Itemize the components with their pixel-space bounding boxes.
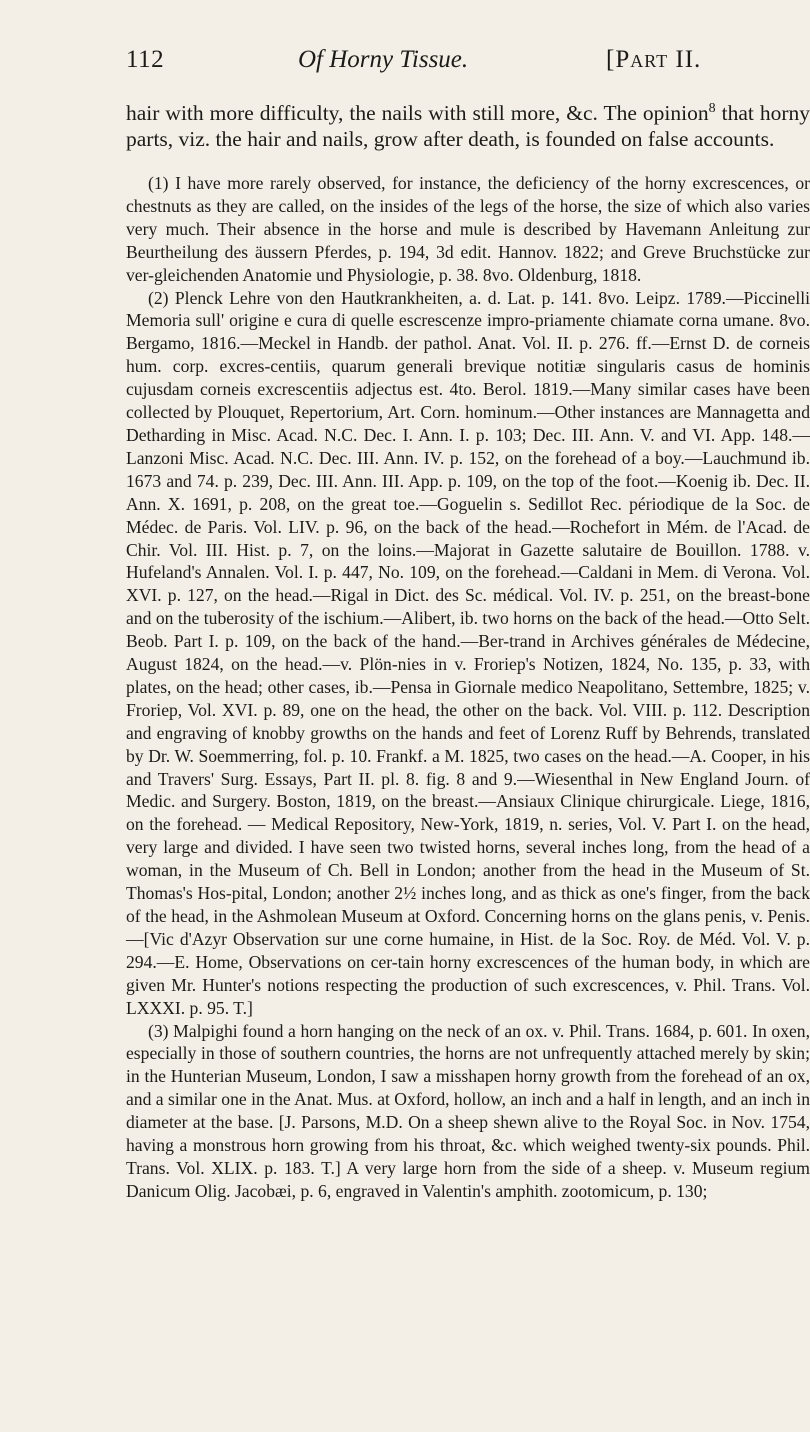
main-text-paragraph (126, 100, 810, 152)
running-title: Of Horny Tissue. (298, 46, 469, 73)
page-number: 112 (126, 46, 165, 73)
main-text-end: that horny parts, viz. the hair and nails, grow after death, is founded on false accounts. (126, 101, 810, 151)
footnote-3: (3) Malpighi found a horn hanging on the neck of an ox. v. Phil. Trans. 1684, p. 601. In oxen, especially in those of southern countries, the horns are not unfrequently attached merely by skin; in the Hunterian Museum, London, I saw a misshapen horny growth from the forehead of an ox, and a similar one in the Anat. Mus. at Oxford, hollow, an inch and a half in length, and an inch in diameter at the base. [J. Parsons, M.D. On a sheep shewn alive to the Royal Soc. in Nov. 1754, having a monstrous horn growing from his throat, &c. which weighed twenty-six pounds. Phil. Trans. Vol. XLIX. p. 183. T.] A very large horn from the side of a sheep. v. Museum regium Danicum Olig. Jacobæi, p. 6, engraved in Valentin's amphith. zootomicum, p. 130; (126, 1020, 810, 1201)
footnote-reference: 8 (708, 100, 716, 116)
part-label: [Part II. (606, 46, 702, 73)
footnote-2: (2) Plenck Lehre von den Hautkrankheiten, a. d. Lat. p. 141. 8vo. Leipz. 1789.—Piccinelli Memoria sull' origine e cura di quelle escrescenze impro-priamente chiamate corna umane. 8vo. Bergamo, 1816.—Meckel in Handb. der pathol. Anat. Vol. II. p. 276. ff.—Ernst D. de corneis hum. corp. excres-centiis, quarum generali brevique notitiæ singularis casus de hominis cujusdam corneis excrescentiis adjectus est. 4to. Berol. 1819.—Many similar cases have been collected by Plouquet, Repertorium, Art. Corn. hominum.—Other instances are Mannagetta and Detharding in Misc. Acad. N.C. Dec. I. Ann. I. p. 103; Dec. III. Ann. V. and VI. App. 148.—Lanzoni Misc. Acad. N.C. Dec. III. Ann. IV. p. 152, on the forehead of a boy.—Lauchmund ib. 1673 and 74. p. 239, Dec. III. Ann. III. App. p. 109, on the top of the foot.—Koenig ib. Dec. II. Ann. X. 1691, p. 208, on the great toe.—Goguelin s. Sedillot Rec. périodique de la Soc. de Médec. de Paris. Vol. LIV. p. 96, on the back of the head.—Rochefort in Mém. de l'Acad. de Chir. Vol. III. Hist. p. 7, on the loins.—Majorat in Gazette salutaire de Bouillon. 1788. v. Hufeland's Annalen. Vol. I. p. 447, No. 109, on the forehead.—Caldani in Mem. di Verona. Vol. XVI. p. 127, on the head.—Rigal in Dict. des Sc. médical. Vol. IV. p. 251, on the breast-bone and on the tuberosity of the ischium.—Alibert, ib. two horns on the back of the head.—Otto Selt. Beob. Part I. p. 109, on the back of the hand.—Ber-trand in Archives générales de Médecine, August 1824, on the head.—v. Plön-nies in v. Froriep's Notizen, 1824, No. 135, p. 33, with plates, on the head; other cases, ib.—Pensa in Giornale medico Neapolitano, Settembre, 1825; v. Froriep, Vol. XVI. p. 89, one on the head, the other on the back. Vol. VIII. p. 112. Description and engraving of knobby growths on the hands and feet of Lorenz Ruff by Behrends, translated by Dr. W. Soemmerring, fol. p. 10. Frankf. a M. 1825, two cases on the head.—A. Cooper, in his and Travers' Surg. Essays, Part II. pl. 8. fig. 8 and 9.—Wiesenthal in New England Journ. of Medic. and Surgery. Boston, 1819, on the breast.—Ansiaux Clinique chirurgicale. Liege, 1816, on the forehead. — Medical Repository, New-York, 1819, n. series, Vol. V. Part I. on the head, very large and divided. I have seen two twisted horns, several inches long, from the head of a woman, in the Museum of Ch. Bell in London; another from the head in the Museum of St. Thomas's Hos-pital, London; another 2½ inches long, and as thick as one's finger, from the back of the head, in the Ashmolean Museum at Oxford. Concerning horns on the glans penis, v. Penis. —[Vic d'Azyr Observation sur une corne humaine, in Hist. de la Soc. Roy. de Méd. Vol. V. p. 294.—E. Home, Observations on cer-tain horny excrescences of the human body, in which are given Mr. Hunter's notions respecting the production of such excrescences, v. Phil. Trans. Vol. LXXXI. p. 95. T.] (126, 287, 810, 1018)
main-text-start: hair with more difficulty, the nails with still more, &c. The opinion (126, 101, 709, 125)
running-header (30, 40, 780, 78)
footnote-1: (1) I have more rarely observed, for instance, the deficiency of the horny excrescences, or chestnuts as they are called, on the insides of the legs of the horse, the size of which also varies very much. Their absence in the horse and mule is described by Havemann Anleitung zur Beurtheilung des äussern Pferdes, p. 194, 3d edit. Hannov. 1822; and Greve Bruchstücke zur ver-gleichenden Anatomie und Physiologie, p. 38. 8vo. Oldenburg, 1818. (126, 173, 810, 285)
footnotes (126, 172, 810, 1203)
